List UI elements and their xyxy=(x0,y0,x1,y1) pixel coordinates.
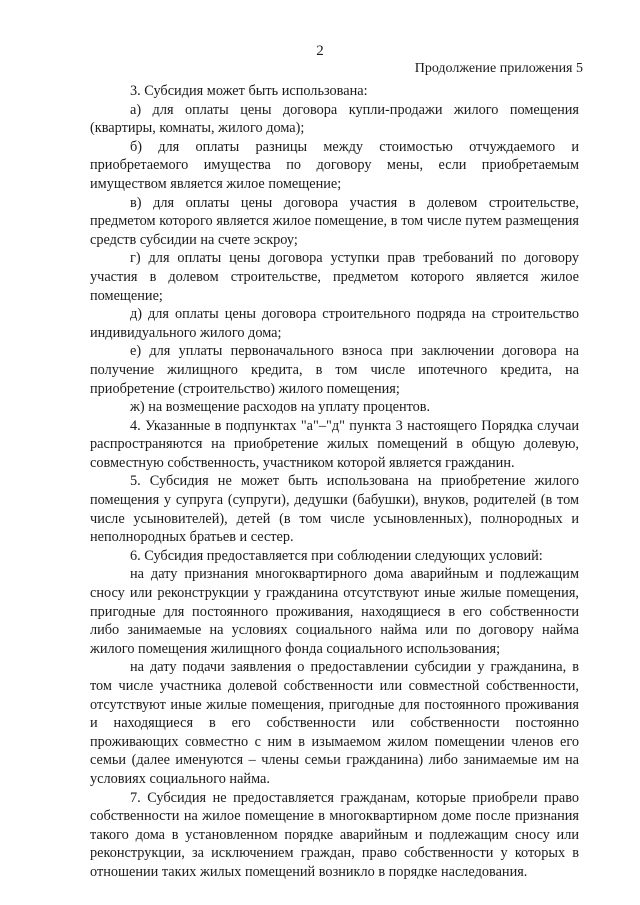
paragraph-6-condition-1: на дату признания многоквартирного дома аварийным и подлежащим сносу или реконструкции у гражданина отсутствуют иные жилые помещения, пригодные для постоянного проживания, находящиеся в его собственности либо занимаемые на условиях социального найма или по договору найма жилого помещения жилищного фонда социального использования; xyxy=(90,566,579,657)
paragraph-item-6: 6. Субсидия предоставляется при соблюдении следующих условий: xyxy=(130,547,543,564)
paragraph-3g: г) для оплаты цены договора уступки прав требований по договору участия в долевом строительстве, предметом которого является жилое помещение; xyxy=(90,250,579,304)
paragraph-3v: в) для оплаты цены договора участия в долевом строительстве, предметом которого является жилое помещение, в том числе путем размещения средств субсидии на счете эскроу; xyxy=(90,194,579,248)
paragraph-6-condition-2: на дату подачи заявления о предоставлении субсидии у гражданина, в том числе участника долевой собственности или совместной собственности, отсутствуют иные жилые помещения, пригодные для постоянного проживания и находящиеся в его собственности или собственности постоянно проживающих совместно с ним в изымаемом жилом помещении членов его семьи (далее именуются – члены семьи гражданина) либо занимаемые им на условиях социального найма. xyxy=(90,659,579,787)
paragraph-item-3: 3. Субсидия может быть использована: xyxy=(130,83,368,99)
paragraph-item-4: 4. Указанные в подпунктах "а"–"д" пункта 3 настоящего Порядка случаи распространяются на приобретение жилых помещений в общую долевую, совместную собственность, участником которой является гражданин. xyxy=(90,417,579,471)
paragraph-item-5: 5. Субсидия не может быть использована на приобретение жилого помещения у супруга (супруги), дедушки (бабушки), внуков, родителей (в том числе усыновителей), детей (в том числе усыновленных), полнородных и неполнородных братьев и сестер. xyxy=(90,473,579,546)
paragraph-3d: д) для оплаты цены договора строительного подряда на строительство индивидуального жилого дома; xyxy=(90,306,579,341)
paragraph-3a: а) для оплаты цены договора купли-продажи жилого помещения (квартиры, комнаты, жилого дома); xyxy=(90,101,579,137)
paragraph-3b: б) для оплаты разницы между стоимостью отчуждаемого и приобретаемого имущества по договору мены, если приобретаемым имуществом является жилое помещение; xyxy=(90,138,579,192)
paragraph-3zh: ж) на возмещение расходов на уплату процентов. xyxy=(130,399,431,416)
continuation-label: Продолжение приложения 5 xyxy=(414,61,583,76)
paragraph-3e: е) для уплаты первоначального взноса при заключении договора на получение жилищного кредита, в том числе ипотечного кредита, на приобретение (строительство) жилого помещения; xyxy=(90,343,579,397)
document-body xyxy=(90,82,579,882)
paragraph-item-7: 7. Субсидия не предоставляется гражданам, которые приобрели право собственности на жилое помещение в многоквартирном доме после признания такого дома в установленном порядке аварийным и подлежащим сносу или реконструкции, за исключением граждан, право собственности у которых в отношении таких жилых помещений возникло в порядке наследования. xyxy=(90,789,579,880)
page-number: 2 xyxy=(316,43,324,59)
